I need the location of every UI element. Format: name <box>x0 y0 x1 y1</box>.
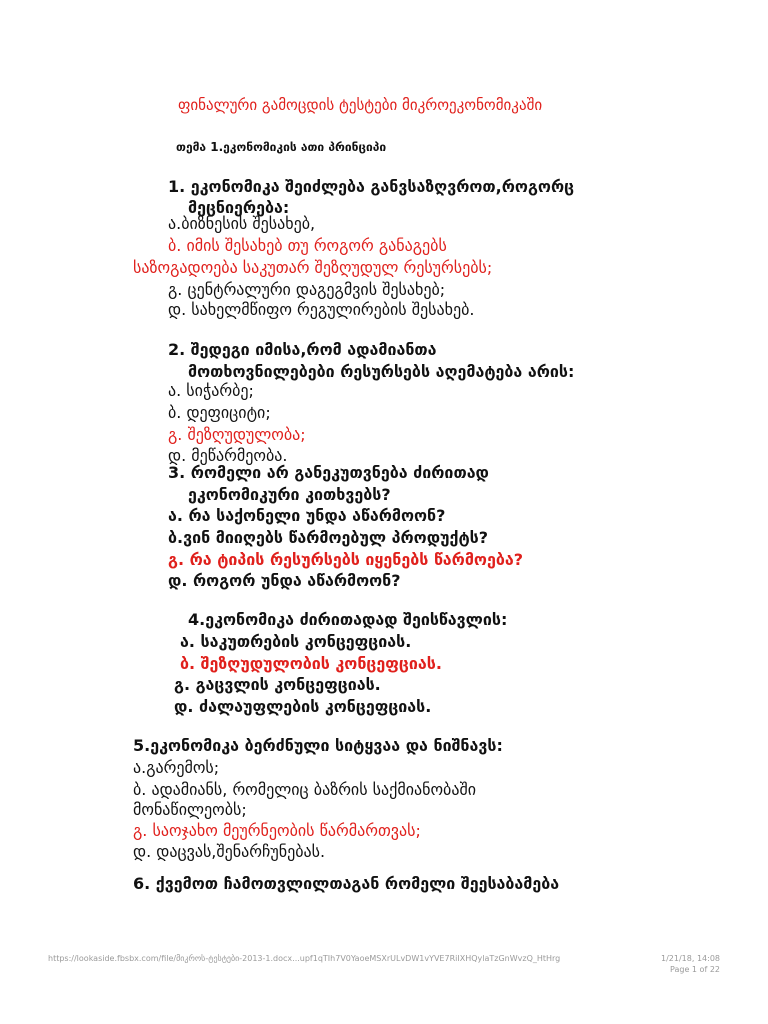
answer-option-correct: გ. საოჯახო მეურნეობის წარმართვას; <box>133 821 421 840</box>
footer-date: 1/21/18, 14:08 <box>661 954 720 963</box>
question-3-cont: ეკონომიკური კითხვებს? <box>188 485 391 504</box>
answer-option: ა.გარემოს; <box>133 758 220 777</box>
footer-url: https://lookaside.fbsbx.com/file/მიკროს-ტესტები-2013-1.docx...upf1qTIh7V0YaoeMSXrULvDW1vYVE7RiIXHQylaTzGnWvzQ_HtHrg <box>48 954 561 963</box>
answer-option-correct: ბ. შეზღუდულობის კონცეფციას. <box>180 654 442 673</box>
answer-option: დ. ძალაუფლების კონცეფციას. <box>174 697 432 716</box>
answer-option: ა. საკუთრების კონცეფციას. <box>180 632 412 651</box>
question-6: 6. ქვემოთ ჩამოთვლილთაგან რომელი შეესაბამება <box>133 874 560 893</box>
answer-option: ბ. დეფიციტი; <box>168 403 271 422</box>
question-2: 2. შედეგი იმისა,რომ ადამიანთა <box>168 340 437 359</box>
answer-option: ა.ბიზნესის შესახებ, <box>168 214 316 233</box>
question-3: 3. რომელი არ განეკუთვნება ძირითად <box>168 463 489 482</box>
answer-option: ბ. ადამიანს, რომელიც ბაზრის საქმიანობაში <box>133 780 477 799</box>
answer-option: გ. გაცვლის კონცეფციას. <box>174 675 381 694</box>
answer-option: დ. მეწარმეობა. <box>168 446 288 465</box>
question-1: 1. ეკონომიკა შეიძლება განვსაზღვროთ,როგორც <box>168 177 575 196</box>
answer-option-correct: ბ. იმის შესახებ თუ როგორ განაგებს <box>168 236 447 255</box>
question-4: 4.ეკონომიკა ძირითადად შეისწავლის: <box>188 610 508 629</box>
answer-option: ა. სიჭარბე; <box>168 381 254 400</box>
doc-subtitle: თემა 1.ეკონომიკის ათი პრინციპი <box>176 140 387 154</box>
answer-option: დ. დაცვას,შენარჩუნებას. <box>133 842 326 861</box>
question-2-cont: მოთხოვნილებები რესურსებს აღემატება არის: <box>188 362 575 381</box>
answer-option-cont: მონაწილეობს; <box>133 800 247 819</box>
answer-option: ა. რა საქონელი უნდა აწარმოონ? <box>168 506 446 525</box>
answer-option: გ. ცენტრალური დაგეგმვის შესახებ; <box>168 280 446 299</box>
answer-option: ბ.ვინ მიიღებს წარმოებულ პროდუქტს? <box>168 528 489 547</box>
question-1-cont: მეცნიერება: <box>188 198 290 217</box>
footer-page-number: Page 1 of 22 <box>670 965 720 974</box>
answer-option: დ. როგორ უნდა აწარმოონ? <box>168 571 401 590</box>
answer-option-correct-cont: საზოგადოება საკუთარ შეზღუდულ რესურსებს; <box>133 258 493 277</box>
doc-title: ფინალური გამოცდის ტესტები მიკროეკონომიკაში <box>178 96 543 114</box>
question-5: 5.ეკონომიკა ბერძნული სიტყვაა და ნიშნავს: <box>133 736 503 755</box>
answer-option-correct: გ. შეზღუდულობა; <box>168 425 306 444</box>
answer-option-correct: გ. რა ტიპის რესურსებს იყენებს წარმოება? <box>168 550 523 569</box>
answer-option: დ. სახელმწიფო რეგულირების შესახებ. <box>168 300 475 319</box>
